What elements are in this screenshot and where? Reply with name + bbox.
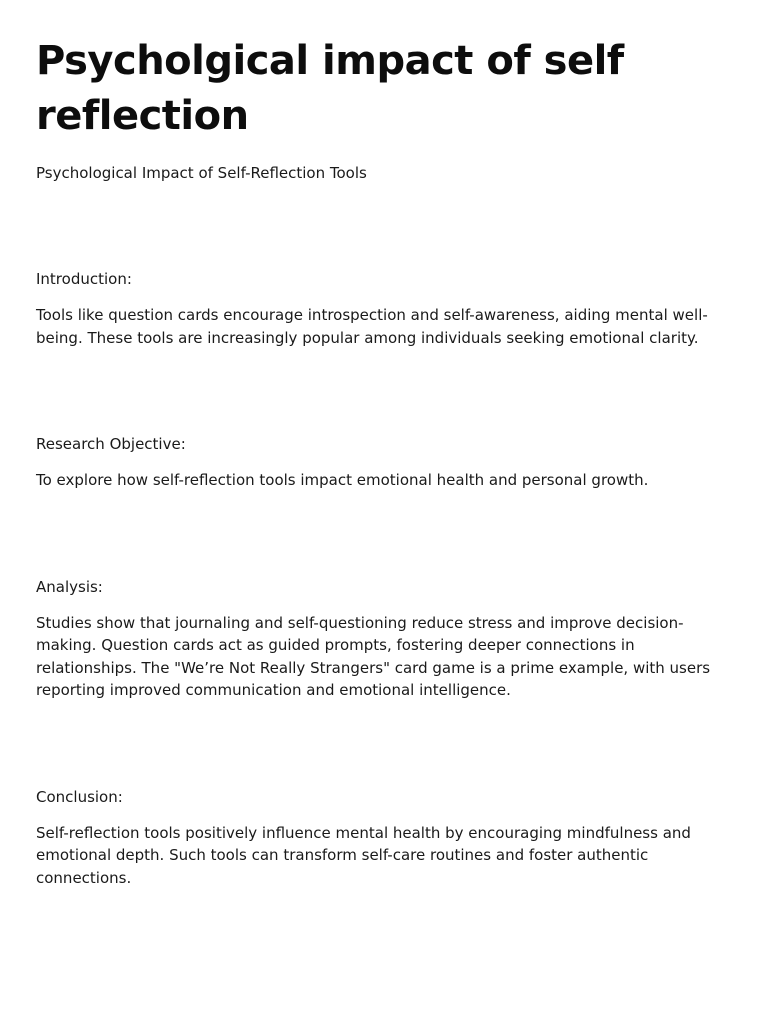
document-page <box>36 34 736 889</box>
section-conclusion <box>36 786 736 890</box>
section-heading: Introduction: <box>36 270 132 288</box>
section-body: Self-reflection tools positively influence mental health by encouraging mindfulness and emotional depth. Such tools can transform self-care routines and foster authentic connections. <box>36 823 691 887</box>
section-heading: Conclusion: <box>36 787 123 806</box>
document-subtitle: Psychological Impact of Self-Reflection Tools <box>36 164 367 182</box>
section-body: Studies show that journaling and self-questioning reduce stress and improve decision-making. Question cards act as guided prompts, fostering deeper connections in relationships. The "We’re Not Really Strangers" card game is a prime example, with users reporting improved communication and emotional intelligence. <box>36 613 711 699</box>
section-body: To explore how self-reflection tools impact emotional health and personal growth. <box>36 471 649 489</box>
section-body: Tools like question cards encourage introspection and self-awareness, aiding mental well-being. These tools are increasingly popular among individuals seeking emotional clarity. <box>36 306 708 347</box>
section-heading: Analysis: <box>36 577 103 596</box>
section-analysis <box>36 576 736 702</box>
section-introduction <box>36 268 736 349</box>
section-research-objective <box>36 433 736 492</box>
section-heading: Research Objective: <box>36 435 186 453</box>
document-title: Psycholgical impact of self reflection <box>36 38 624 139</box>
